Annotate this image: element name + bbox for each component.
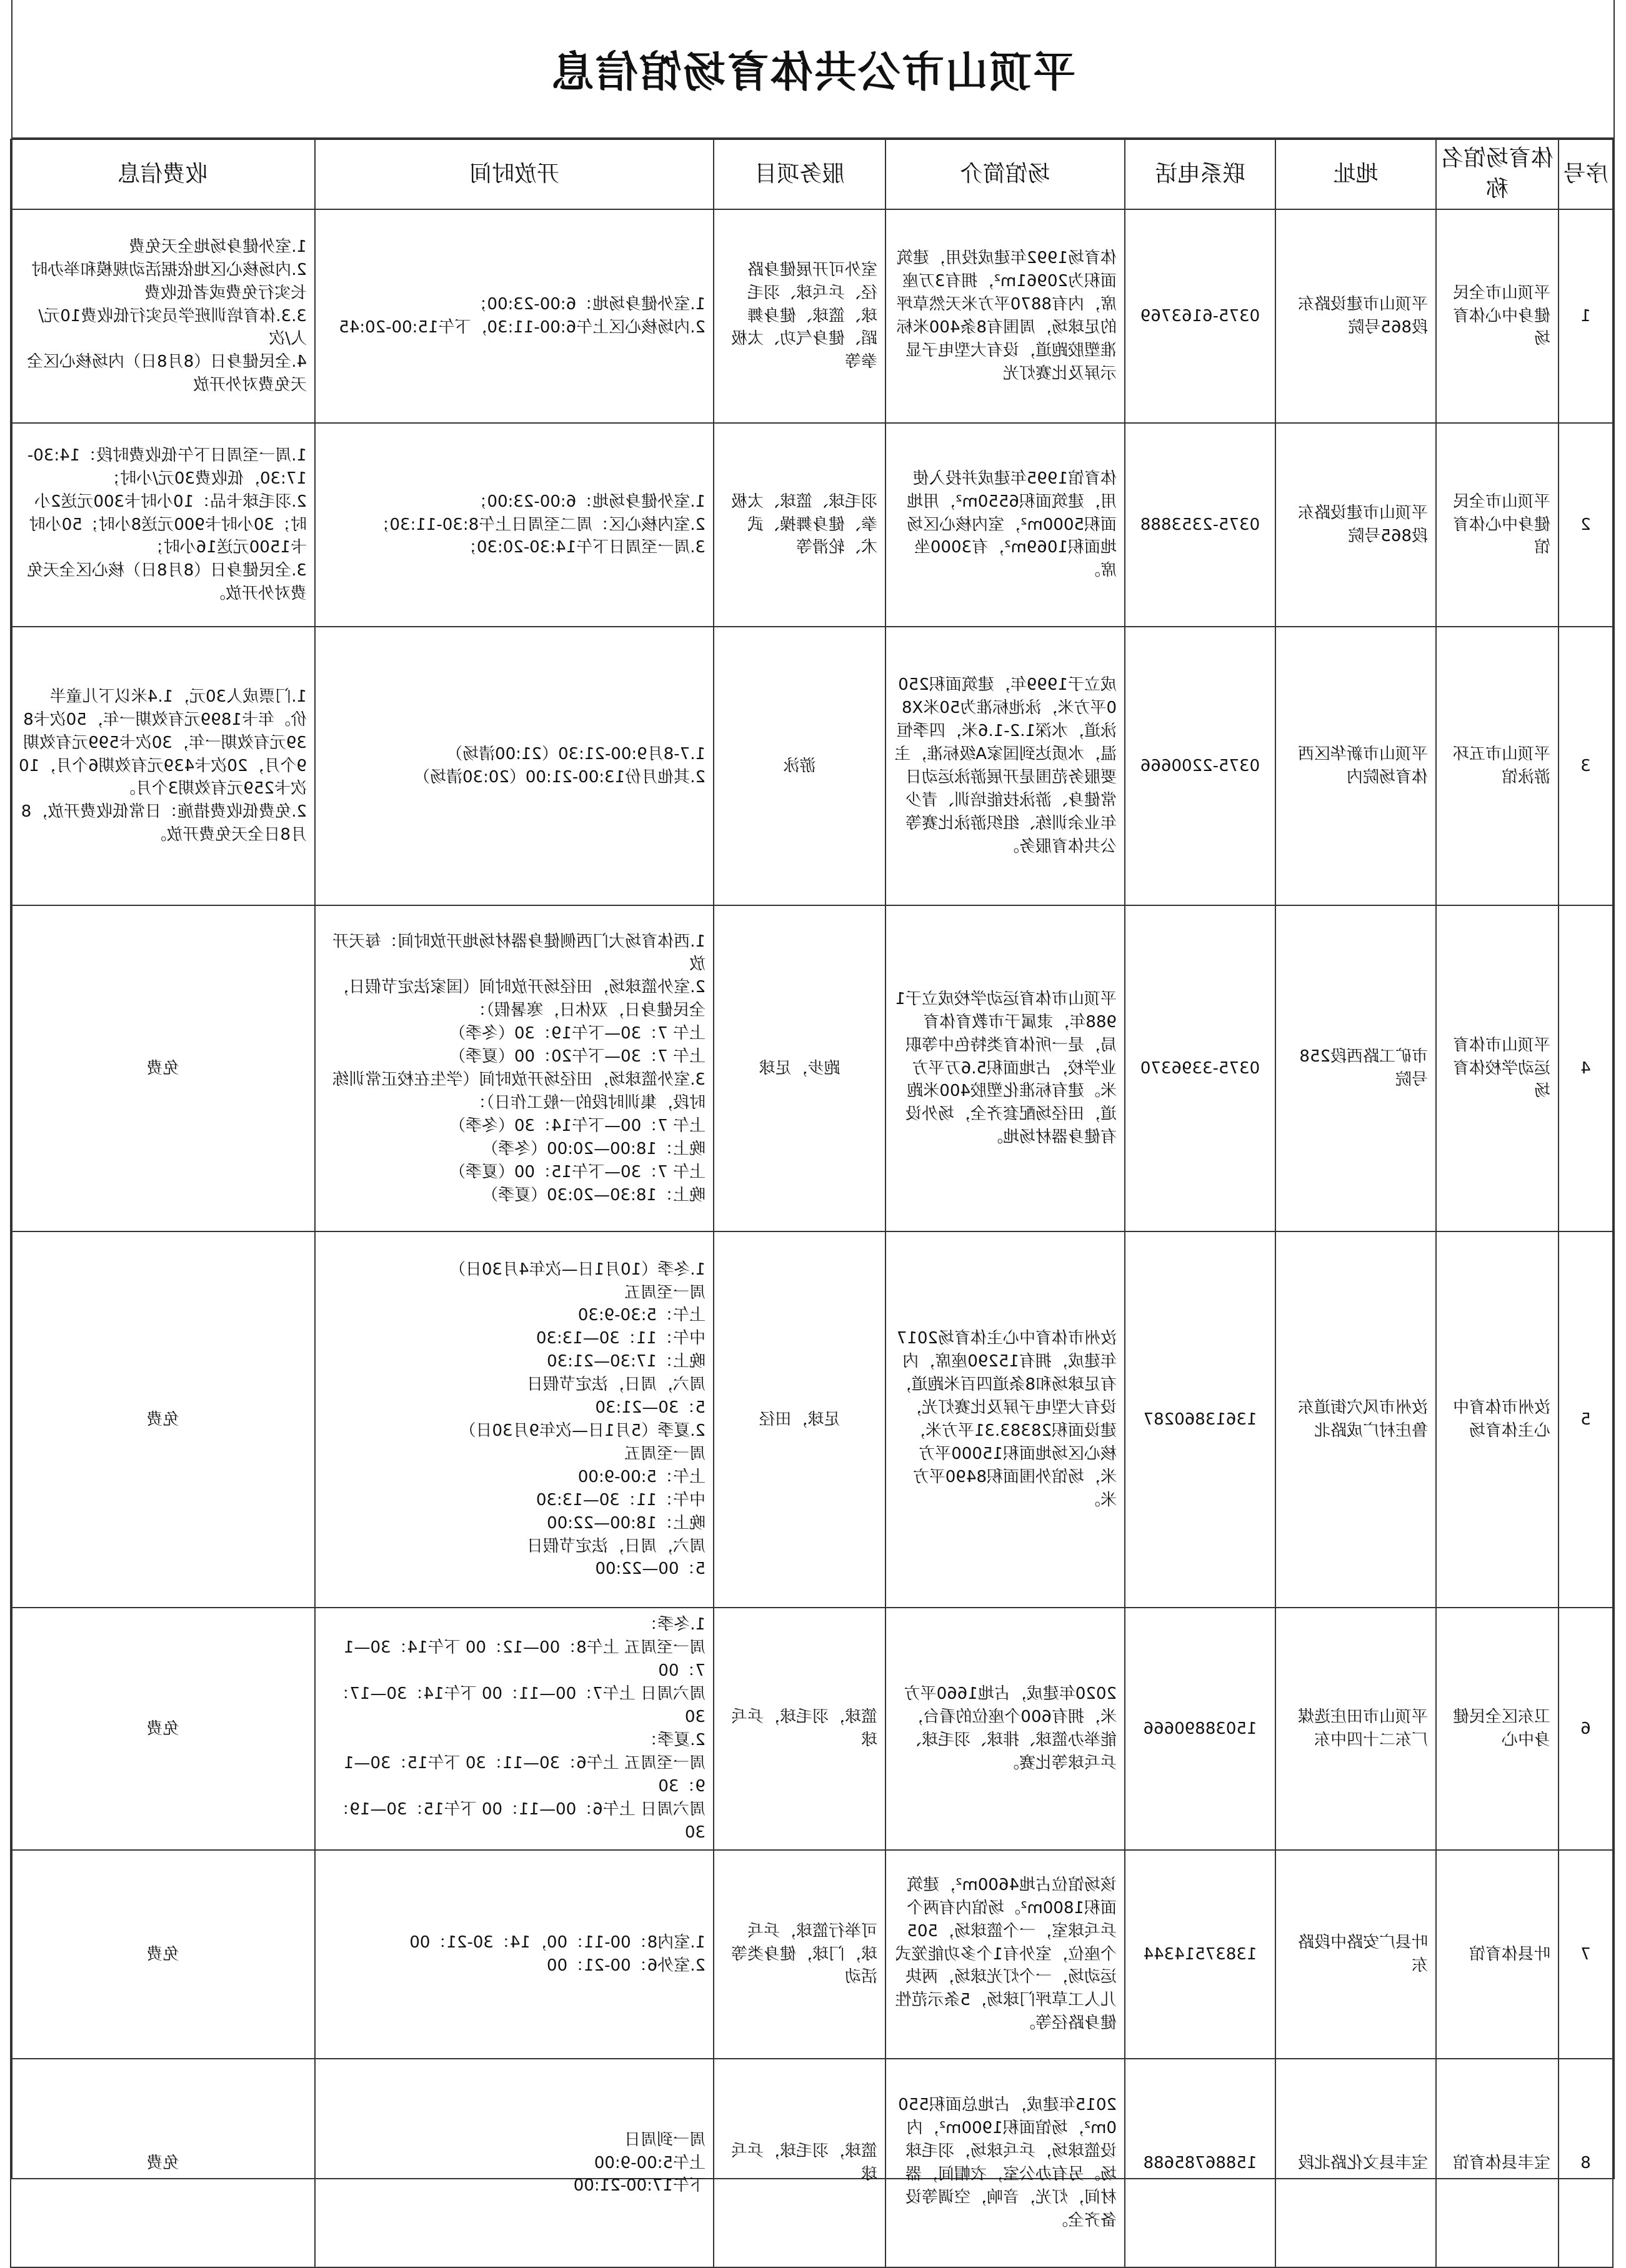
venue-table [10, 139, 1614, 2268]
cell-intro: 平顶山市体育运动学校成立于1988年，隶属于市教育体育局，是一所体育类特色中等职业学校，占地面积5.6万平方米。建有标准化塑胶400米跑道，田径场配套齐全，场外设有健身器材场地。 [885, 905, 1125, 1231]
cell-name: 汝州市体育中心主体育场 [1436, 1231, 1559, 1608]
cell-name: 平顶山市全民健身中心体育场 [1436, 209, 1559, 423]
cell-intro: 成立于1999年，建筑面积2500平方米，泳池标准为50米X8泳道，水深1.2-1.6米，四季恒温，水质达到国家A级标准，主要服务范围是开展游泳运动日常健身、游泳技能培训、青少年业余训练、组织游泳比赛等公共体育服务。 [885, 627, 1125, 905]
header-address: 地址 [1275, 139, 1436, 209]
cell-hours: 1.室外健身场地：6:00-23:00； 2.室内核心区：周二至周日上午8:30-11:30； 3.周一至周日下午14:30-20:30； [315, 423, 714, 627]
table-row [11, 209, 1613, 423]
cell-hours: 1.西体育场大门西侧健身器材场地开放时间：每天开放 2.室外篮球场，田径场开放时间（国家法定节假日，全民健身日，双休日，寒暑假）： 上午 7：30—下午19：30（冬季） 上午 7：30—下午20：00（夏季） 3.室外篮球场，田径场开放时间（学生在校正常训练时段，集训时段的一般工作日）： 上午 7：00—下午14：30（冬季） 晚上：18:00—20:00（冬季） 上午 7：30—下午15：00（夏季） 晚上：18:30—20:30（夏季） [315, 905, 714, 1231]
cell-fees: 免费 [11, 905, 315, 1231]
cell-no: 8 [1559, 2059, 1613, 2267]
cell-services: 篮球，羽毛球，乒乓球 [714, 2059, 885, 2267]
cell-no: 3 [1559, 627, 1613, 905]
cell-no: 1 [1559, 209, 1613, 423]
cell-phone: 0375-2200666 [1125, 627, 1275, 905]
cell-services: 可举行篮球，乒乓球，门球，健身类等活动 [714, 1850, 885, 2059]
cell-no: 4 [1559, 905, 1613, 1231]
cell-fees: 免费 [11, 1850, 315, 2059]
cell-address: 平顶山市建设路东段865号院 [1275, 423, 1436, 627]
cell-fees: 免费 [11, 1608, 315, 1850]
table-row [11, 905, 1613, 1231]
cell-hours: 1.7-8月9:00-21:30（21:00清场） 2.其他月份13:00-21:00（20:30清场） [315, 627, 714, 905]
cell-address: 平顶山市建设路东段865号院 [1275, 209, 1436, 423]
table-row [11, 1231, 1613, 1608]
cell-phone: 0375-2353888 [1125, 423, 1275, 627]
cell-fees: 免费 [11, 1231, 315, 1608]
cell-hours: 1.室外健身场地：6:00-23:00； 2.内场核心区上午6:00-11:30，下午15:00-20:45 [315, 209, 714, 423]
cell-phone: 15038890666 [1125, 1608, 1275, 1850]
cell-address: 平顶山市新华区西体育场院内 [1275, 627, 1436, 905]
header-no: 序号 [1559, 139, 1613, 209]
header-phone: 联系电话 [1125, 139, 1275, 209]
cell-hours: 周一到周日 上午5:00-9:00 下午17:00-21:00 [315, 2059, 714, 2267]
cell-fees: 1.门票成人30元，1.4米以下儿童半价。年卡1899元有效期一年，50次卡839元有效期一年，30次卡599元有效期9个月，20次卡439元有效期6个月，10次卡259元有效期3个月。 2.免费低收费措施：日常低收费开放，8月8日全天免费开放。 [11, 627, 315, 905]
document-sheet [11, 0, 1615, 2230]
cell-address: 汝州市风穴街道东鲁庄村广成路北 [1275, 1231, 1436, 1608]
cell-hours: 1.室内8：00-11：00，14：30-21：00 2.室外6：00-21：00 [315, 1850, 714, 2059]
cell-intro: 汝州市体育中心主体育场2017年建成，拥有15290座席，内有足球场和8条道四百米跑道，设有大型电子屏及比赛灯光，建设面积28383.31平方米，核心区场地面积15000平方米，场馆外围面积8490平方米。 [885, 1231, 1125, 1608]
cell-intro: 体育场1992年建成投用，建筑面积为20961m²，拥有3万座席，内有8870平方米天然草坪的足球场，周围有8条400米标准塑胶跑道，设有大型电子显示屏及比赛灯光 [885, 209, 1125, 423]
cell-hours: 1.冬季： 周一至周五 上午8：00—12：00 下午14：30—17：00 周六周日 上午7：00—11：00 下午14：30—17：30 2.夏季： 周一至周五 上午6：30—11：30 下午15：30—19：30 周六周日 上午6：00—11：00 下午15：30—19：30 [315, 1608, 714, 1850]
cell-no: 5 [1559, 1231, 1613, 1608]
cell-phone: 13613860287 [1125, 1231, 1275, 1608]
cell-name: 平顶山市全民健身中心体育馆 [1436, 423, 1559, 627]
cell-intro: 体育馆1995年建成并投入使用，建筑面积6550m²，用地面积5000m²，室内核心区场地面积1069m²，有3000坐席。 [885, 423, 1125, 627]
cell-intro: 该场馆位占地4600m²，建筑面积1800m²。场馆内有两个乒乓球室，一个篮球场，505个座位，室外有1个多功能笼式运动场，一个灯光球场，两块儿人工草坪门球场，5条示范性健身路径等。 [885, 1850, 1125, 2059]
cell-hours: 1.冬季（10月1日—次年4月30日） 周一至周五 上午：5:30-9:30 中午：11：30—13:30 晚上：17:30—21:30 周六，周日，法定节假日 5：30—21:30 2.夏季（5月1日—次年9月30日） 周一至周五 上午：5:00-9:00 中午：11：30—13:30 晚上：18:00—22:00 周六，周日，法定节假日 5：00—22:00 [315, 1231, 714, 1608]
table-row [11, 2059, 1613, 2267]
cell-phone: 15886785688 [1125, 2059, 1275, 2267]
cell-phone: 13837514344 [1125, 1850, 1275, 2059]
table-row [11, 1850, 1613, 2059]
cell-services: 室外可开展健身路径、乒乓球、羽毛球、篮球、健身舞蹈、健身气功、太极拳等 [714, 209, 885, 423]
cell-address: 市矿工路西段258号院 [1275, 905, 1436, 1231]
table-row [11, 1608, 1613, 1850]
cell-phone: 0375-3396370 [1125, 905, 1275, 1231]
cell-intro: 2015年建成，占地总面积5500m²，场馆面积1900m²，内设篮球场，乒乓球场，羽毛球场。另有办公室，衣帽间，器材间，灯光，音响，空调等设备齐全。 [885, 2059, 1125, 2267]
cell-intro: 2020年建成，占地1660平方米，拥有600个座位的看台，能举办篮球、排球、羽毛球、乒乓球等比赛。 [885, 1608, 1125, 1850]
cell-fees: 1.周一至周日下午低收费时段：14:30-17:30，低收费30元/小时； 2.羽毛球卡品：10小时卡300元送2小时；30小时卡900元送8小时；50小时卡1500元送16小时； 3.全民健身日（8月8日）核心区全天免费对外开放。 [11, 423, 315, 627]
cell-services: 游泳 [714, 627, 885, 905]
cell-name: 平顶山市体育运动学校体育场 [1436, 905, 1559, 1231]
cell-fees: 1.室外健身场地全天免费 2.内场核心区地依据活动规模和举办时长实行免费或者低收费 3.3.体育培训班学员实行低收费10元/人/次 4.全民健身日（8月8日）内场核心区全天免费对外开放 [11, 209, 315, 423]
cell-address: 平顶山市田庄选煤厂东二十四中东 [1275, 1608, 1436, 1850]
cell-phone: 0375-6163769 [1125, 209, 1275, 423]
header-name: 体育场馆名称 [1436, 139, 1559, 209]
cell-no: 2 [1559, 423, 1613, 627]
cell-services: 跑步，足球 [714, 905, 885, 1231]
header-fees: 收费信息 [11, 139, 315, 209]
table-row [11, 627, 1613, 905]
cell-no: 7 [1559, 1850, 1613, 2059]
header-hours: 开放时间 [315, 139, 714, 209]
table-row [11, 423, 1613, 627]
cell-name: 卫东区全民健身中心 [1436, 1608, 1559, 1850]
header-intro: 场馆简介 [885, 139, 1125, 209]
page-title: 平顶山市公共体育场馆信息 [12, 0, 1614, 139]
header-services: 服务项目 [714, 139, 885, 209]
cell-address: 宝丰县文化路北段 [1275, 2059, 1436, 2267]
cell-name: 宝丰县体育馆 [1436, 2059, 1559, 2267]
cell-no: 6 [1559, 1608, 1613, 1850]
cell-services: 篮球，羽毛球，乒乓球 [714, 1608, 885, 1850]
cell-fees: 免费 [11, 2059, 315, 2267]
cell-address: 叶县广安路中段路东 [1275, 1850, 1436, 2059]
cell-name: 平顶山市五环游泳馆 [1436, 627, 1559, 905]
cell-services: 足球，田径 [714, 1231, 885, 1608]
cell-services: 羽毛球、篮球、太极拳、健身舞操、武术、轮滑等 [714, 423, 885, 627]
cell-name: 叶县体育馆 [1436, 1850, 1559, 2059]
header-row [11, 139, 1613, 209]
